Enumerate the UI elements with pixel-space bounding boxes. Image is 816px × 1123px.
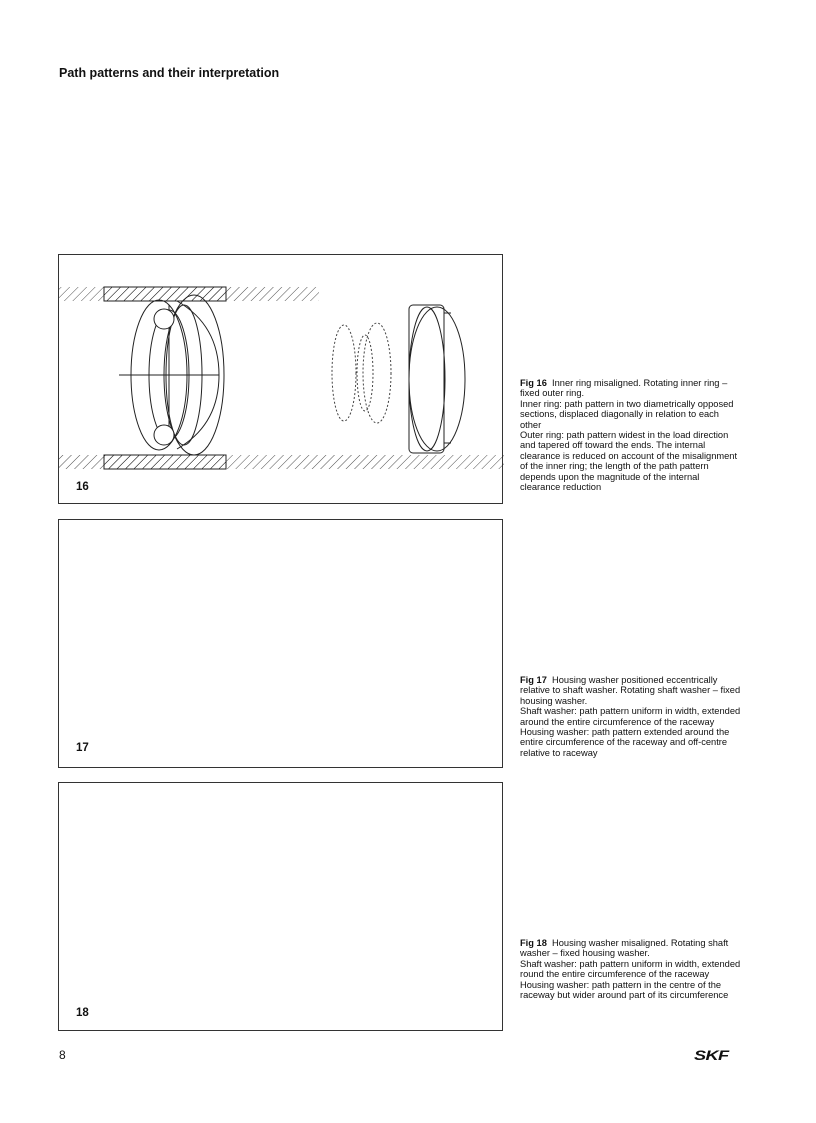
caption-line: Outer ring: path pattern widest in the load direction and tapered off toward the ends. The internal clearance is reduced on account of the misalignment of the inner ring; the length of the path pattern depends upon the magnitude of the internal clearance reduction (520, 430, 738, 493)
figure-number: 18 (76, 1007, 89, 1019)
ball-bottom (154, 425, 174, 445)
caption-text: Housing washer misaligned. Rotating shaft washer – fixed housing washer. (520, 938, 729, 959)
figure-16-caption (520, 378, 742, 492)
figure-number: 17 (76, 742, 89, 754)
page-title: Path patterns and their interpretation (59, 66, 280, 80)
outer-ring-top (104, 287, 226, 301)
caption-label: Fig 17 (520, 675, 547, 685)
figure-16-box (58, 254, 503, 504)
caption-line: Shaft washer: path pattern uniform in width, extended around the entire circumference of the raceway (520, 706, 741, 727)
caption-line: Shaft washer: path pattern uniform in width, extended round the entire circumference of the raceway (520, 958, 741, 980)
caption-text: Inner ring misaligned. Rotating inner ring – fixed outer ring. (520, 378, 728, 399)
inner-ring-pattern (332, 323, 391, 423)
ball-top (154, 309, 174, 329)
caption-label: Fig 18 (520, 938, 547, 948)
figure-16-drawing (59, 255, 504, 505)
figure-17-caption (520, 675, 742, 758)
caption-text: Housing washer positioned eccentrically relative to shaft washer. Rotating shaft washer – fixed housing washer. (520, 675, 741, 706)
outer-ring-pattern (409, 305, 465, 453)
figure-18-caption (520, 938, 742, 1000)
skf-logo: SKF (694, 1047, 729, 1063)
page-number: 8 (59, 1048, 66, 1062)
caption-line: Housing washer: path pattern in the centre of the raceway but wider around part of its circumference (520, 979, 729, 1001)
figure-17-box (58, 519, 503, 768)
caption-label: Fig 16 (520, 378, 547, 388)
figure-number: 16 (76, 481, 89, 493)
figure-18-box (58, 782, 503, 1031)
caption-line: Housing washer: path pattern extended around the entire circumference of the raceway and off-centre relative to raceway (520, 727, 730, 758)
outer-ring-bottom (104, 455, 226, 469)
caption-line: Inner ring: path pattern in two diametrically opposed sections, displaced diagonally in relation to each other (520, 398, 734, 430)
